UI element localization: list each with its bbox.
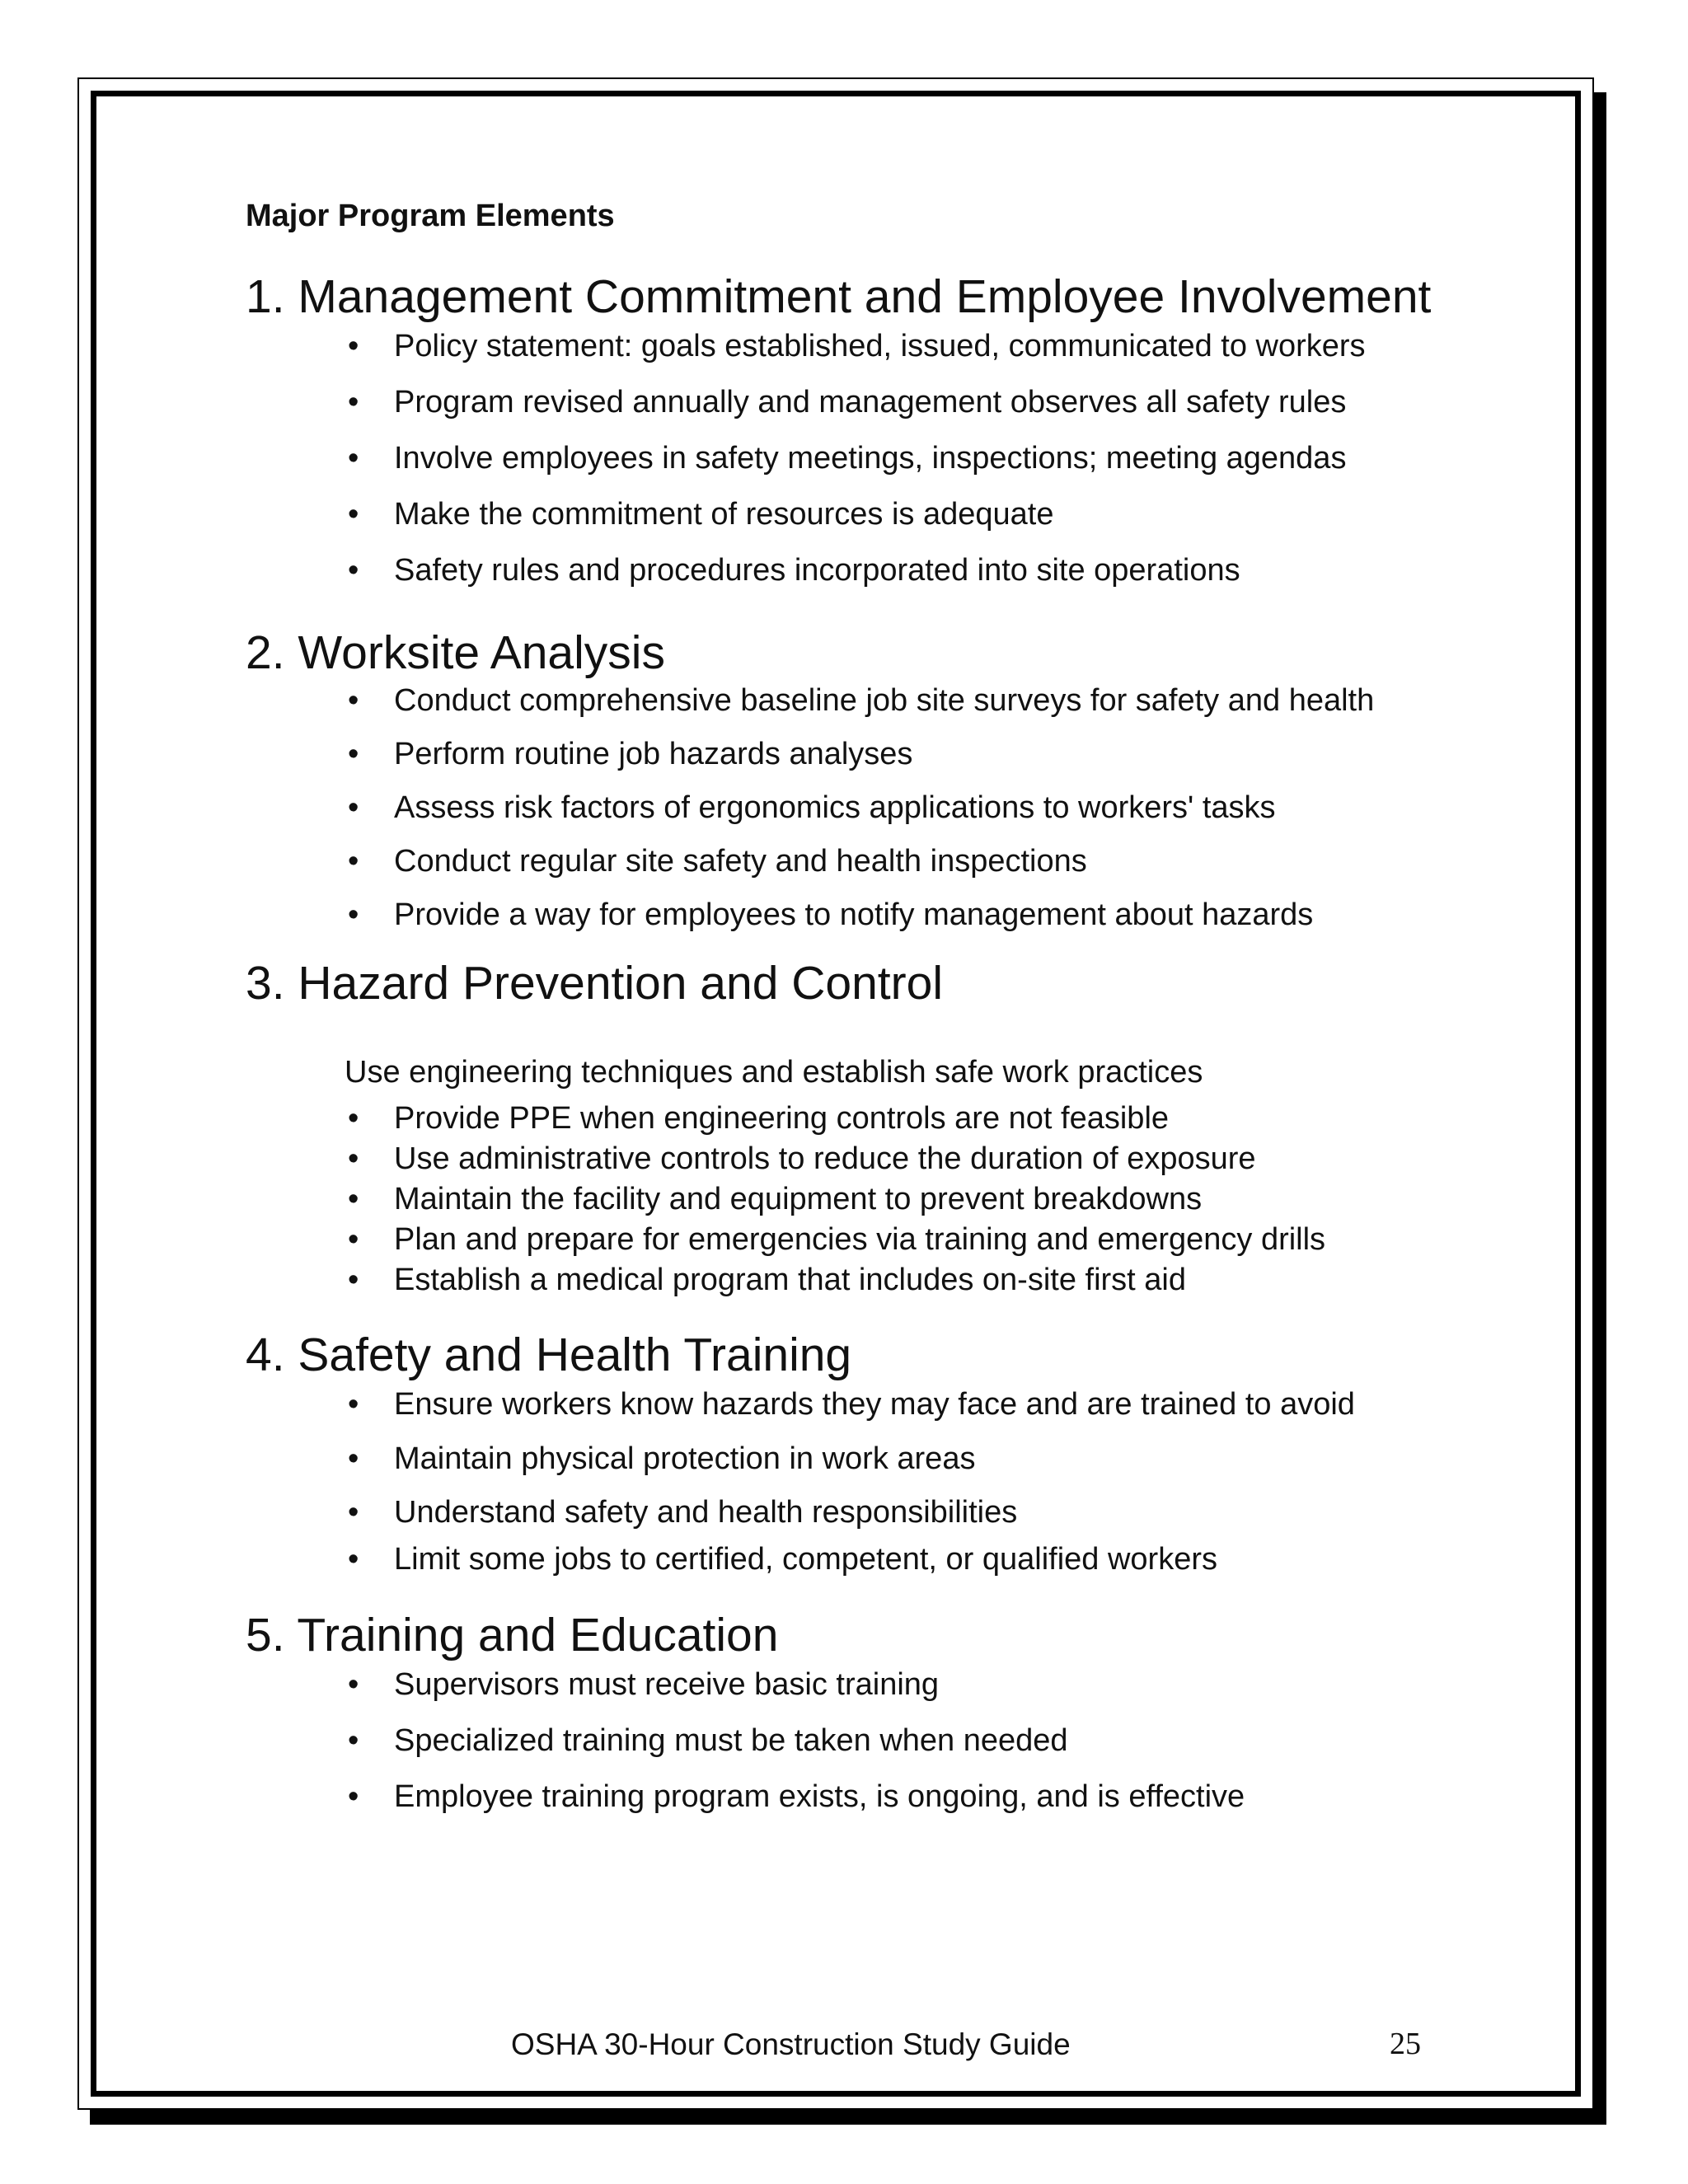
bullet-icon: •: [348, 553, 359, 588]
section-training-education: [246, 1609, 1482, 1825]
bullet-icon: •: [348, 441, 359, 476]
page-content: [246, 194, 1482, 1825]
page-footer: OSHA 30-Hour Construction Study Guide: [511, 2027, 1071, 2061]
section-heading: 2. Worksite Analysis: [246, 626, 665, 679]
list-item: • Provide PPE when engineering controls are not feasible: [345, 1099, 1482, 1139]
bullet-list: [246, 1376, 1482, 1579]
bullet-icon: •: [348, 790, 359, 825]
section-intro: Use engineering techniques and establish safe work practices: [345, 1055, 1203, 1090]
bullet-list: [246, 1657, 1482, 1825]
list-item: • Conduct regular site safety and health inspections: [345, 835, 1482, 888]
list-item: • Understand safety and health responsibilities: [345, 1485, 1482, 1540]
bullet-icon: •: [348, 1222, 359, 1257]
bullet-icon: •: [348, 737, 359, 771]
bullet-icon: •: [348, 1779, 359, 1814]
bullet-list: [246, 674, 1482, 942]
list-item: • Involve employees in safety meetings, inspections; meeting agendas: [345, 430, 1482, 486]
list-item: • Policy statement: goals established, issued, communicated to workers: [345, 318, 1482, 374]
bullet-icon: •: [348, 1387, 359, 1422]
list-item: • Employee training program exists, is ongoing, and is effective: [345, 1769, 1482, 1825]
list-item: • Limit some jobs to certified, competent, or qualified workers: [345, 1540, 1482, 1579]
bullet-icon: •: [348, 1667, 359, 1702]
list-item: • Ensure workers know hazards they may face and are trained to avoid: [345, 1376, 1482, 1432]
list-item: • Specialized training must be taken when needed: [345, 1713, 1482, 1769]
list-item: • Program revised annually and management observes all safety rules: [345, 374, 1482, 430]
section-hazard-prevention: [246, 957, 1482, 1301]
bullet-icon: •: [348, 1101, 359, 1136]
bullet-icon: •: [348, 1495, 359, 1530]
list-item: • Establish a medical program that includes on-site first aid: [345, 1260, 1482, 1301]
section-heading: 1. Management Commitment and Employee Involvement: [246, 270, 1432, 323]
list-item: • Use administrative controls to reduce the duration of exposure: [345, 1139, 1482, 1179]
section-heading: 3. Hazard Prevention and Control: [246, 957, 943, 1010]
bullet-icon: •: [348, 1441, 359, 1476]
page-title: Major Program Elements: [246, 199, 615, 233]
bullet-icon: •: [348, 898, 359, 932]
list-item: • Perform routine job hazards analyses: [345, 728, 1482, 781]
section-heading: 5. Training and Education: [246, 1609, 779, 1661]
list-item: • Maintain the facility and equipment to prevent breakdowns: [345, 1179, 1482, 1220]
bullet-icon: •: [348, 1263, 359, 1297]
list-item: • Assess risk factors of ergonomics applications to workers' tasks: [345, 781, 1482, 835]
bullet-icon: •: [348, 1182, 359, 1216]
list-item: • Plan and prepare for emergencies via training and emergency drills: [345, 1220, 1482, 1260]
bullet-list: [246, 318, 1482, 598]
list-item: • Maintain physical protection in work areas: [345, 1432, 1482, 1485]
list-item: • Conduct comprehensive baseline job site surveys for safety and health: [345, 674, 1482, 728]
bullet-icon: •: [348, 683, 359, 718]
bullet-icon: •: [348, 329, 359, 363]
bullet-icon: •: [348, 1141, 359, 1176]
page-number: 25: [1390, 2027, 1421, 2061]
list-item: • Make the commitment of resources is adequate: [345, 486, 1482, 542]
section-worksite-analysis: [246, 626, 1482, 942]
section-management-commitment: [246, 270, 1482, 598]
bullet-icon: •: [348, 385, 359, 419]
bullet-icon: •: [348, 1542, 359, 1577]
bullet-icon: •: [348, 497, 359, 532]
list-item: • Supervisors must receive basic training: [345, 1657, 1482, 1713]
bullet-list: [246, 1099, 1482, 1301]
bullet-icon: •: [348, 1723, 359, 1758]
section-safety-health-training: [246, 1329, 1482, 1579]
section-heading: 4. Safety and Health Training: [246, 1329, 852, 1381]
list-item: • Provide a way for employees to notify management about hazards: [345, 888, 1482, 942]
bullet-icon: •: [348, 844, 359, 879]
list-item: • Safety rules and procedures incorporated into site operations: [345, 542, 1482, 598]
